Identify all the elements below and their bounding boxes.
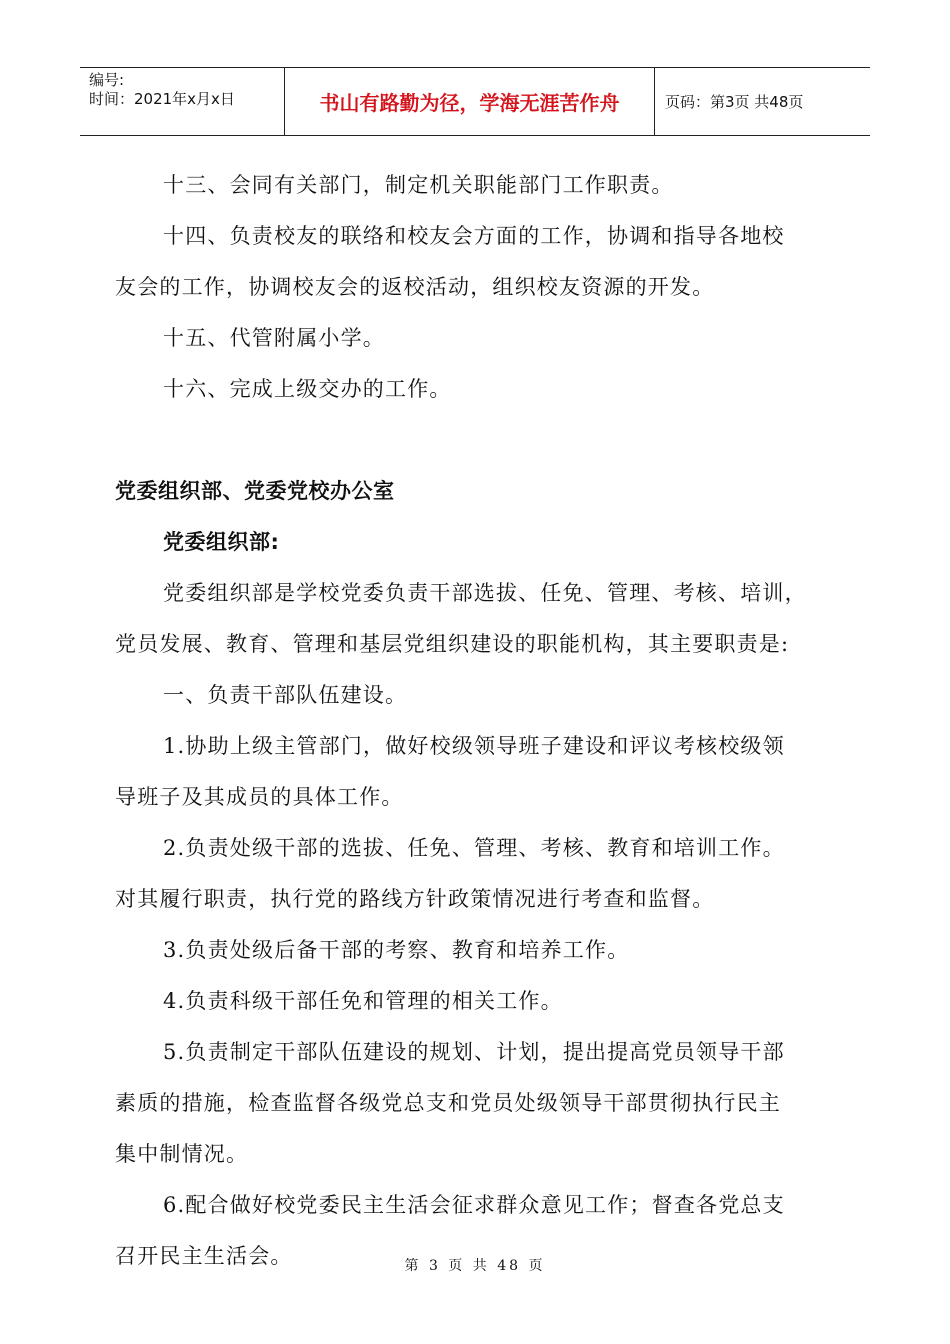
header-divider-right: [654, 67, 655, 136]
paragraph-line: 4.负责科级干部任免和管理的相关工作。: [163, 989, 563, 1013]
header-motto: [285, 67, 654, 136]
section-heading: 党委组织部、党委党校办公室: [115, 479, 395, 503]
footer-page-number: 第 3 页 共 48 页: [404, 1258, 546, 1274]
paragraph-line: 1.协助上级主管部门，做好校级领导班子建设和评议考核校级领: [163, 734, 785, 758]
section-heading: 党委组织部:: [163, 530, 280, 554]
paragraph-line: 5.负责制定干部队伍建设的规划、计划，提出提高党员领导干部: [163, 1040, 785, 1064]
document-header: [80, 67, 870, 136]
paragraph-line: 导班子及其成员的具体工作。: [115, 785, 404, 809]
paragraph-line: 党员发展、教育、管理和基层党组织建设的职能机构，其主要职责是:: [115, 632, 790, 656]
paragraph-line: 十四、负责校友的联络和校友会方面的工作，协调和指导各地校: [163, 224, 785, 248]
paragraph-line: 召开民主生活会。: [115, 1244, 293, 1268]
document-body: [115, 160, 855, 1282]
page-code-text: 页码：第3页 共48页: [665, 93, 804, 111]
paragraph-line: 素质的措施，检查监督各级党总支和党员处级领导干部贯彻执行民主: [115, 1091, 781, 1115]
paragraph-line: 对其履行职责，执行党的路线方针政策情况进行考查和监督。: [115, 887, 715, 911]
paragraph-line: 3.负责处级后备干部的考察、教育和培养工作。: [163, 938, 630, 962]
paragraph-line: 一、负责干部队伍建设。: [163, 683, 408, 707]
paragraph-line: 十三、会同有关部门，制定机关职能部门工作职责。: [163, 173, 674, 197]
paragraph-line: 十五、代管附属小学。: [163, 326, 385, 350]
time-label: 时间：2021年x月x日: [89, 90, 235, 108]
paragraph-line: 集中制情况。: [115, 1142, 249, 1166]
header-page-code: [665, 67, 803, 136]
blank-line: [115, 415, 855, 466]
header-meta: [89, 71, 235, 109]
page-footer: [0, 1255, 950, 1275]
paragraph-line: 6.配合做好校党委民主生活会征求群众意见工作；督查各党总支: [163, 1193, 785, 1217]
paragraph-line: 党委组织部是学校党委负责干部选拔、任免、管理、考核、培训，: [163, 581, 807, 605]
motto-text: 书山有路勤为径，学海无涯苦作舟: [319, 91, 620, 115]
paragraph-line: 十六、完成上级交办的工作。: [163, 377, 452, 401]
number-label: 编号:: [89, 71, 125, 89]
paragraph-line: 2.负责处级干部的选拔、任免、管理、考核、教育和培训工作。: [163, 836, 785, 860]
paragraph-line: 友会的工作，协调校友会的返校活动，组织校友资源的开发。: [115, 275, 715, 299]
